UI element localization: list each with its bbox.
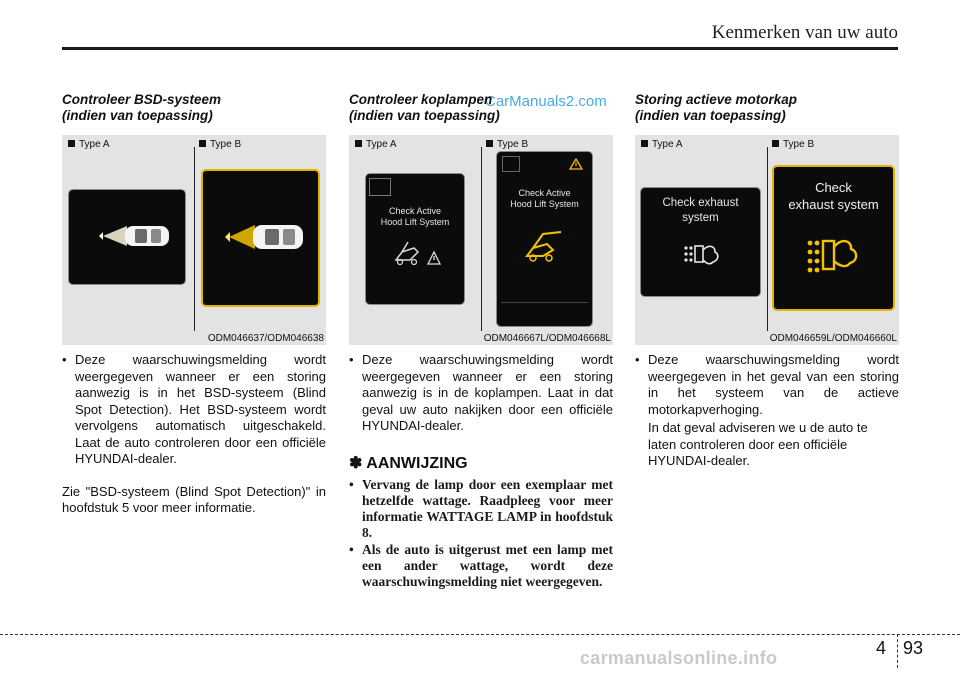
- bullet-text: • Deze waarschuwingsmelding wordt weergegeven in het geval van een storing in het systeem van de actieve motorkapverhoging.: [635, 352, 899, 418]
- figure-code: ODM046659L/ODM046660L: [769, 333, 897, 344]
- type-b-label: Type B: [199, 139, 241, 150]
- message-line-1: Check Active: [388, 206, 442, 216]
- note-title: ✽ AANWIJZING: [349, 454, 468, 472]
- bullet-text: • Deze waarschuwingsmelding wordt weergegeven wanneer er een storing aanwezig is in de koplampen. Laat in dat geval uw auto nakijken door een officiële HYUNDAI-dealer.: [349, 352, 613, 435]
- chapter-number: 4: [876, 638, 887, 658]
- exhaust-system-icon: [681, 240, 721, 270]
- figure-headlamps: [349, 135, 613, 345]
- section-headlamps: [349, 92, 613, 591]
- section-bsd: [62, 92, 326, 517]
- car-blind-spot-icon: [203, 171, 318, 305]
- message-line-2: Hood Lift System: [380, 217, 450, 227]
- hood-lift-icon: [521, 228, 571, 264]
- message-line-1: Check: [815, 180, 852, 195]
- watermark-top: CarManuals2.com: [485, 93, 607, 110]
- square-bullet-icon: [486, 140, 493, 147]
- hood-lift-icon: [392, 238, 442, 268]
- message-line-1: Check Active: [518, 188, 571, 198]
- section-title: Controleer BSD-systeem (indien van toepassing): [62, 92, 222, 123]
- display-panel-b: [772, 165, 895, 311]
- display-panel-a: [68, 189, 186, 285]
- figure-bsd: [62, 135, 326, 345]
- type-a-label: Type A: [641, 139, 683, 150]
- type-a-label: Type A: [68, 139, 110, 150]
- header-title: Kenmerken van uw auto: [711, 22, 898, 43]
- section-body: [635, 352, 899, 470]
- advice-paragraph: In dat geval adviseren we u de auto te laten controleren door een officiële HYUNDAI-dealer.: [648, 420, 868, 468]
- section-body: [349, 352, 613, 435]
- panel-divider: [501, 302, 588, 303]
- page-number-separator: [897, 634, 898, 668]
- display-panel-a: [640, 187, 761, 297]
- header-rule: [62, 47, 898, 50]
- square-bullet-icon: [68, 140, 75, 147]
- exhaust-system-icon: [804, 233, 864, 277]
- car-blind-spot-icon: [69, 190, 186, 285]
- note-item: • Als de auto is uitgerust met een lamp met een ander wattage, wordt deze waarschuwingsmelding niet weergegeven.: [349, 542, 613, 590]
- page-number: 93: [903, 638, 924, 658]
- section-title: Controleer koplampen (indien van toepassing): [349, 92, 500, 123]
- type-b-label: Type B: [772, 139, 814, 150]
- figure-divider: [194, 147, 195, 331]
- display-panel-b: [201, 169, 320, 307]
- type-a-label: Type A: [355, 139, 397, 150]
- bullet-text: • Deze waarschuwingsmelding wordt weergegeven wanneer er een storing aanwezig is in het BSD-systeem (Blind Spot Detection). Het BSD-systeem wordt vervolgens automatisch uitgeschakeld. Laat de auto controleren door een officiële HYUNDAI-dealer.: [62, 352, 326, 468]
- reference-paragraph: Zie "BSD-systeem (Blind Spot Detection)" in hoofdstuk 5 voor meer informatie.: [62, 483, 326, 515]
- warning-triangle-icon: [569, 158, 583, 170]
- square-bullet-icon: [641, 140, 648, 147]
- message-line-2: Hood Lift System: [510, 199, 579, 209]
- message-line-1: Check exhaust: [662, 197, 739, 209]
- figure-divider: [481, 147, 482, 331]
- type-b-label: Type B: [486, 139, 528, 150]
- footer-rule: [0, 634, 960, 635]
- message-line-2: system: [682, 212, 719, 224]
- section-title: Storing actieve motorkap (indien van toepassing): [635, 92, 798, 123]
- display-panel-a: [365, 173, 465, 305]
- square-bullet-icon: [355, 140, 362, 147]
- figure-active-hood: [635, 135, 899, 345]
- square-bullet-icon: [772, 140, 779, 147]
- note-item: • Vervang de lamp door een exemplaar met hetzelfde wattage. Raadpleeg voor meer informatie WATTAGE LAMP in hoofdstuk 8.: [349, 477, 613, 541]
- figure-code: ODM046667L/ODM046668L: [483, 333, 611, 344]
- section-active-hood: [635, 92, 899, 470]
- watermark-bottom: carmanualsonline.info: [580, 648, 778, 668]
- indicator-box: [369, 178, 391, 196]
- section-body: [62, 352, 326, 517]
- display-panel-b: [496, 151, 593, 327]
- indicator-box: [502, 156, 520, 172]
- figure-divider: [767, 147, 768, 331]
- figure-code: ODM046637/ODM046638: [207, 333, 324, 344]
- square-bullet-icon: [199, 140, 206, 147]
- note-list: [349, 477, 613, 590]
- message-line-2: exhaust system: [788, 197, 879, 212]
